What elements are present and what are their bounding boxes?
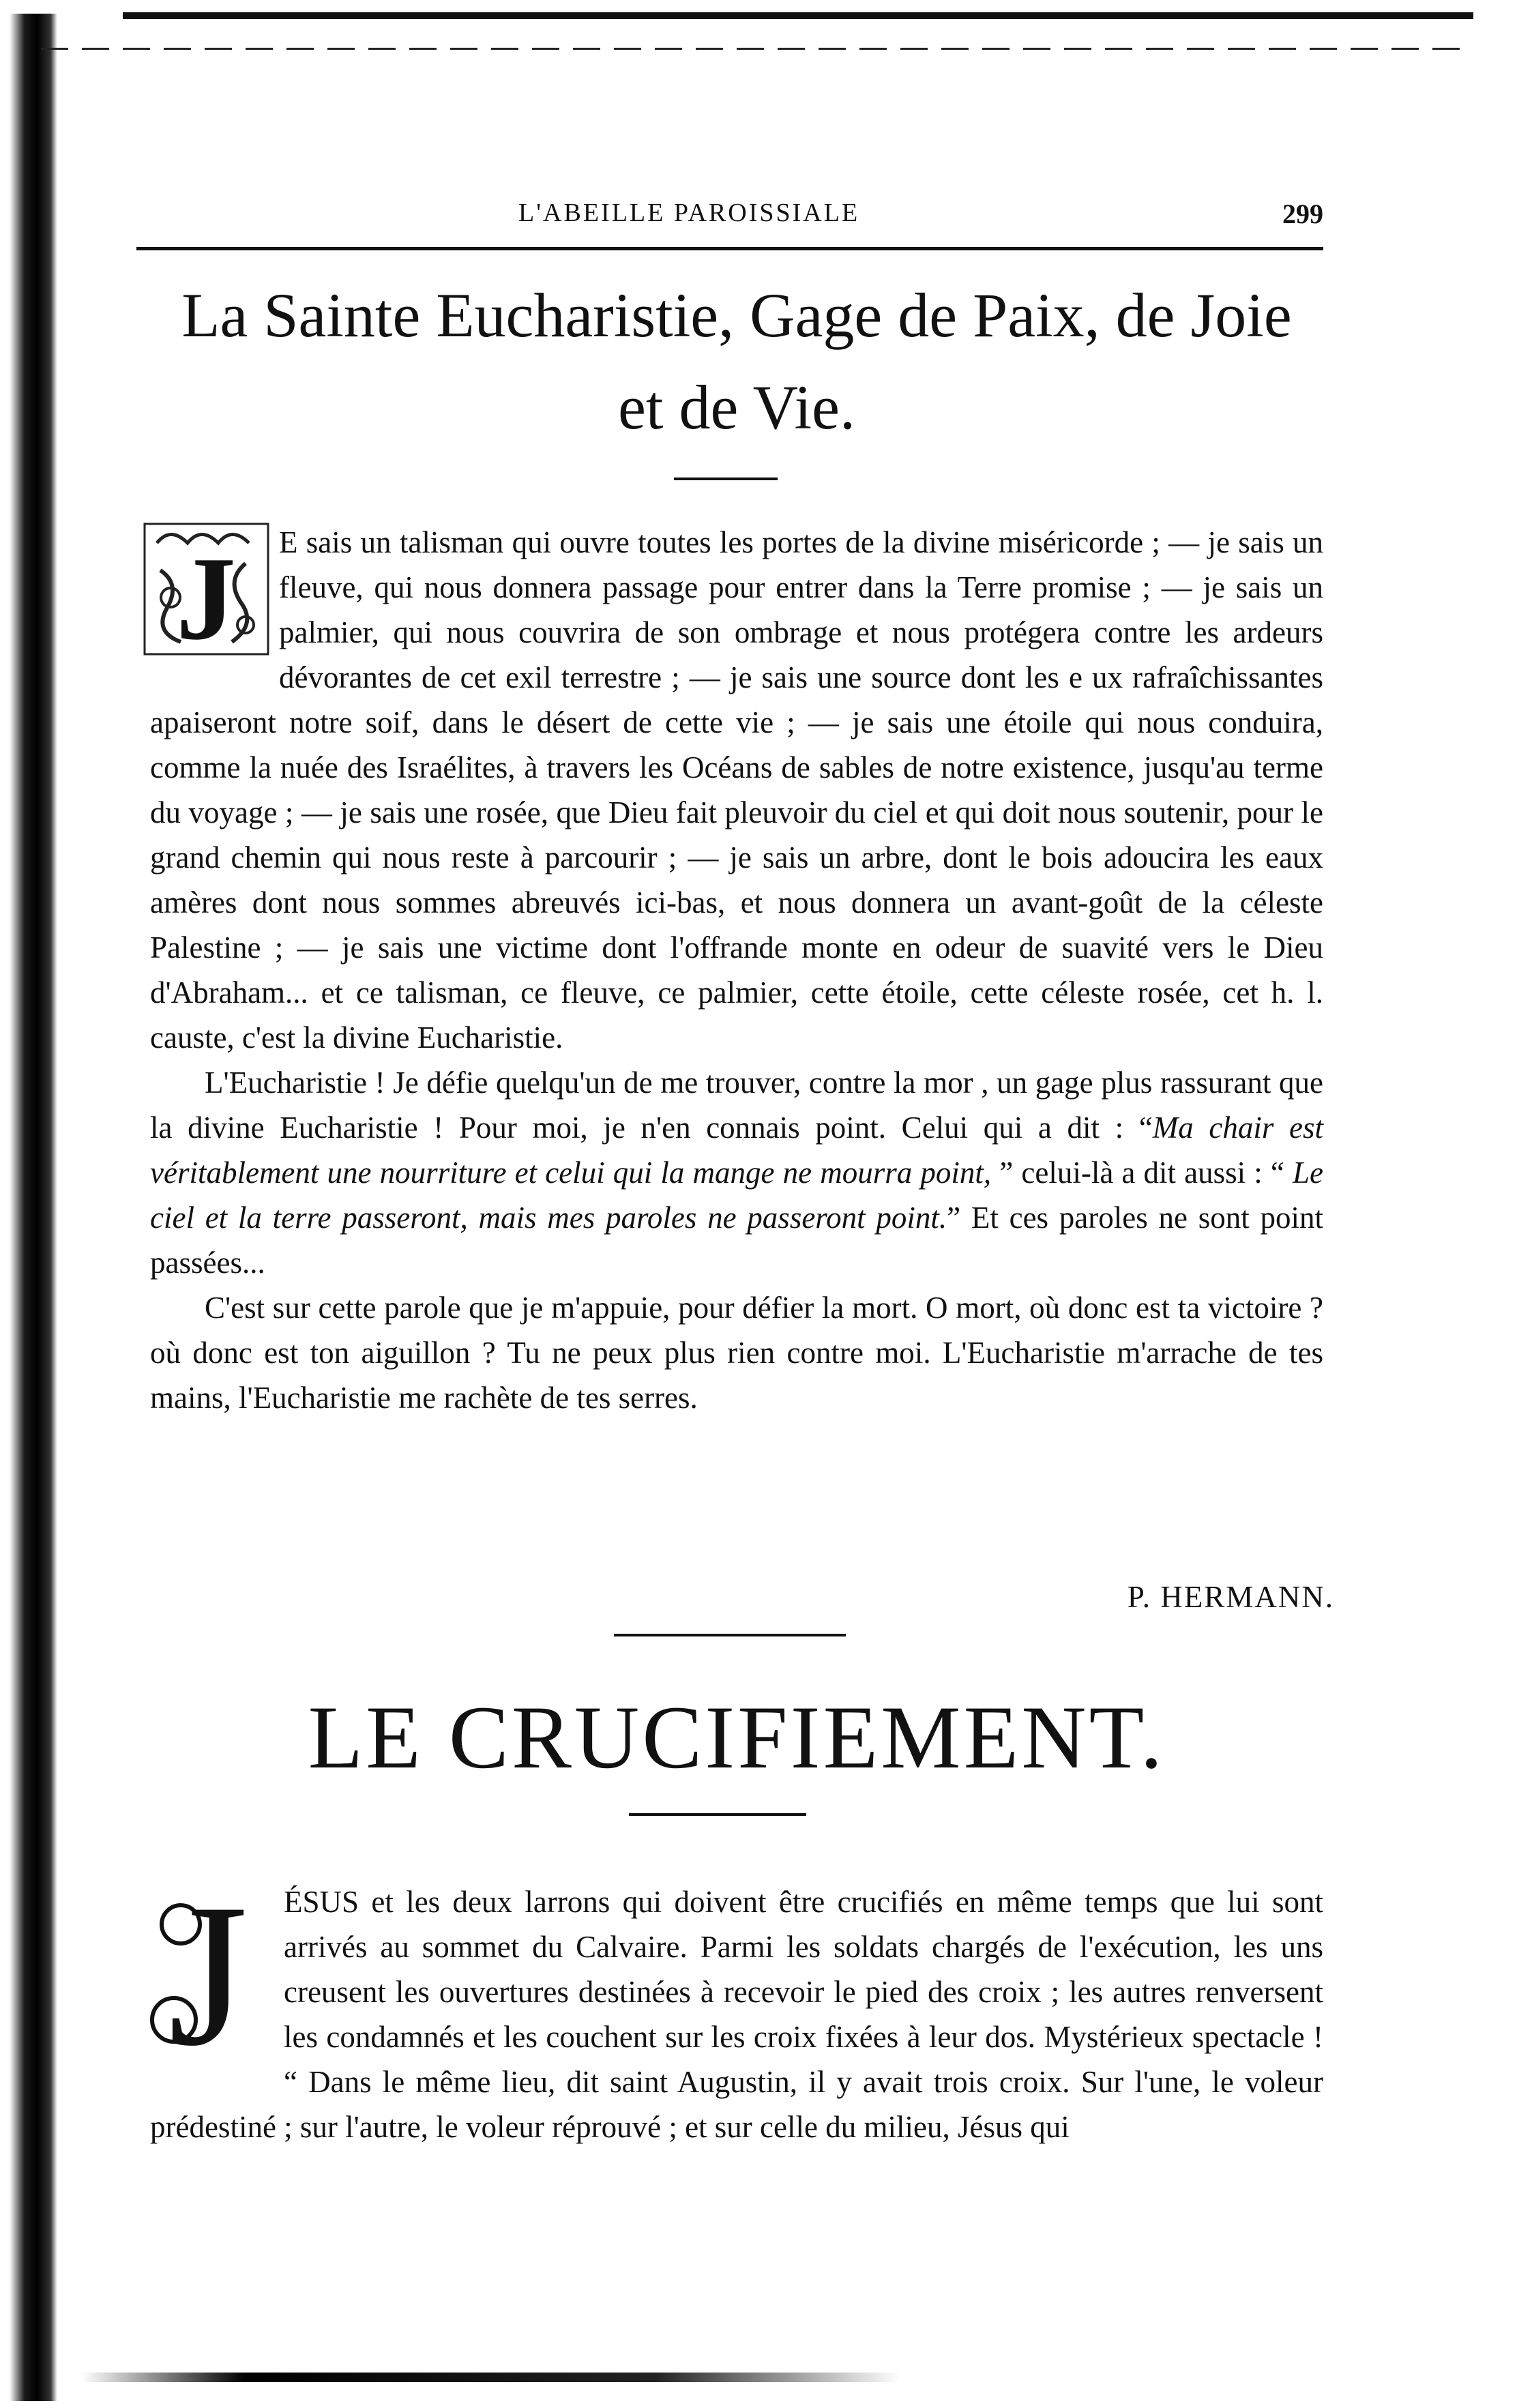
author-signature: P. HERMANN. — [1127, 1580, 1334, 1614]
article-title-line2: et de Vie. — [618, 372, 855, 442]
article-body — [150, 1879, 1323, 2149]
ornamental-dropcap-icon — [143, 523, 269, 656]
header-rule — [136, 247, 1323, 250]
article-body — [150, 520, 1323, 1420]
paragraph: C'est sur cette parole que je m'appuie, pour défier la mort. O mort, où donc est ta victoire ? où donc est ton aiguillon ? Tu ne peux plus rien contre moi. L'Eucharistie m'arrache de tes mains, l'Eucharistie me rachète de tes serres. — [150, 1291, 1323, 1415]
section-separator — [614, 1634, 846, 1636]
ornamental-dropcap-icon — [143, 1883, 273, 2068]
paragraph: ÉSUS et les deux larrons qui doivent être crucifiés en même temps que lui sont arrivés au sommet du Calvaire. Parmi les soldats chargés de l'exécution, les uns creusent les ouvertures destinées à recevoir le pied des croix ; les autres renversent les condamnés et les couchent sur les croix fixées à leur dos. Mystérieux spectacle ! “ Dans le même lieu, dit saint Augustin, il y avait trois croix. Sur l'une, le voleur prédestiné ; sur l'autre, le voleur réprouvé ; et sur celle du milieu, Jésus qui — [150, 1885, 1323, 2144]
paragraph: E sais un talisman qui ouvre toutes les portes de la divine miséricorde ; — je sais un fleuve, qui nous donnera passage pour entrer dans la Terre promise ; — je sais un palmier, qui nous couvrira de son ombrage et nous protégera contre les ardeurs dévorantes de cet exil terrestre ; — je sais une source dont les e ux rafraîchissantes apaiseront notre soif, dans le désert de cette vie ; — je sais une étoile qui nous conduira, comme la nuée des Israélites, à travers les Océans de sables de notre existence, jusqu'au terme du voyage ; — je sais une rosée, que Dieu fait pleuvoir du ciel et qui doit nous soutenir, pour le grand chemin qui nous reste à parcourir ; — je sais un arbre, dont le bois adoucira les eaux amères dont nous sommes abreuvés ici-bas, et nous donnera un avant-goût de la céleste Palestine ; — je sais une victime dont l'offrande monte en odeur de suavité vers le Dieu d'Abraham... et ce talisman, ce fleuve, ce palmier, cette étoile, cette céleste rosée, cet h. l. causte, c'est la divine Eucharistie. — [150, 525, 1323, 1055]
article-title: LE CRUCIFIEMENT. — [308, 1687, 1166, 1787]
page-edge-shadow — [10, 14, 57, 2401]
running-title: L'ABEILLE PAROISSIALE — [518, 199, 860, 227]
page-number: 299 — [1282, 199, 1323, 229]
title-separator — [629, 1813, 806, 1816]
dropcap-letter: J — [176, 532, 236, 656]
top-dashed-rule — [41, 48, 1473, 50]
article-title — [109, 269, 1364, 454]
quotation: Ma chair est véritablement une nourriture et celui qui la mange ne mourra point, — [150, 1111, 1323, 1190]
title-separator — [674, 478, 778, 480]
paragraph: L'Eucharistie ! Je défie quelqu'un de me trouver, contre la mor , un gage plus rassurant que la divine Eucharistie ! Pour moi, je n'en connais point. Celui qui a dit : “Ma chair est véritablement une nourriture et celui qui la mange ne mourra point, ” celui-là a dit aussi : “ Le ciel et la terre passeront, mais mes paroles ne passeront point.” Et ces paroles ne sont point passées... — [150, 1066, 1324, 1280]
bottom-edge-rule — [82, 2373, 900, 2382]
page-header — [136, 198, 1323, 239]
dropcap-letter: J — [168, 1883, 248, 2068]
article-title-line1: La Sainte Eucharistie, Gage de Paix, de Joie — [181, 280, 1292, 350]
quotation: Le ciel et la terre passeront, mais mes paroles ne passeront point. — [150, 1156, 1324, 1235]
top-border-rule — [123, 12, 1473, 19]
